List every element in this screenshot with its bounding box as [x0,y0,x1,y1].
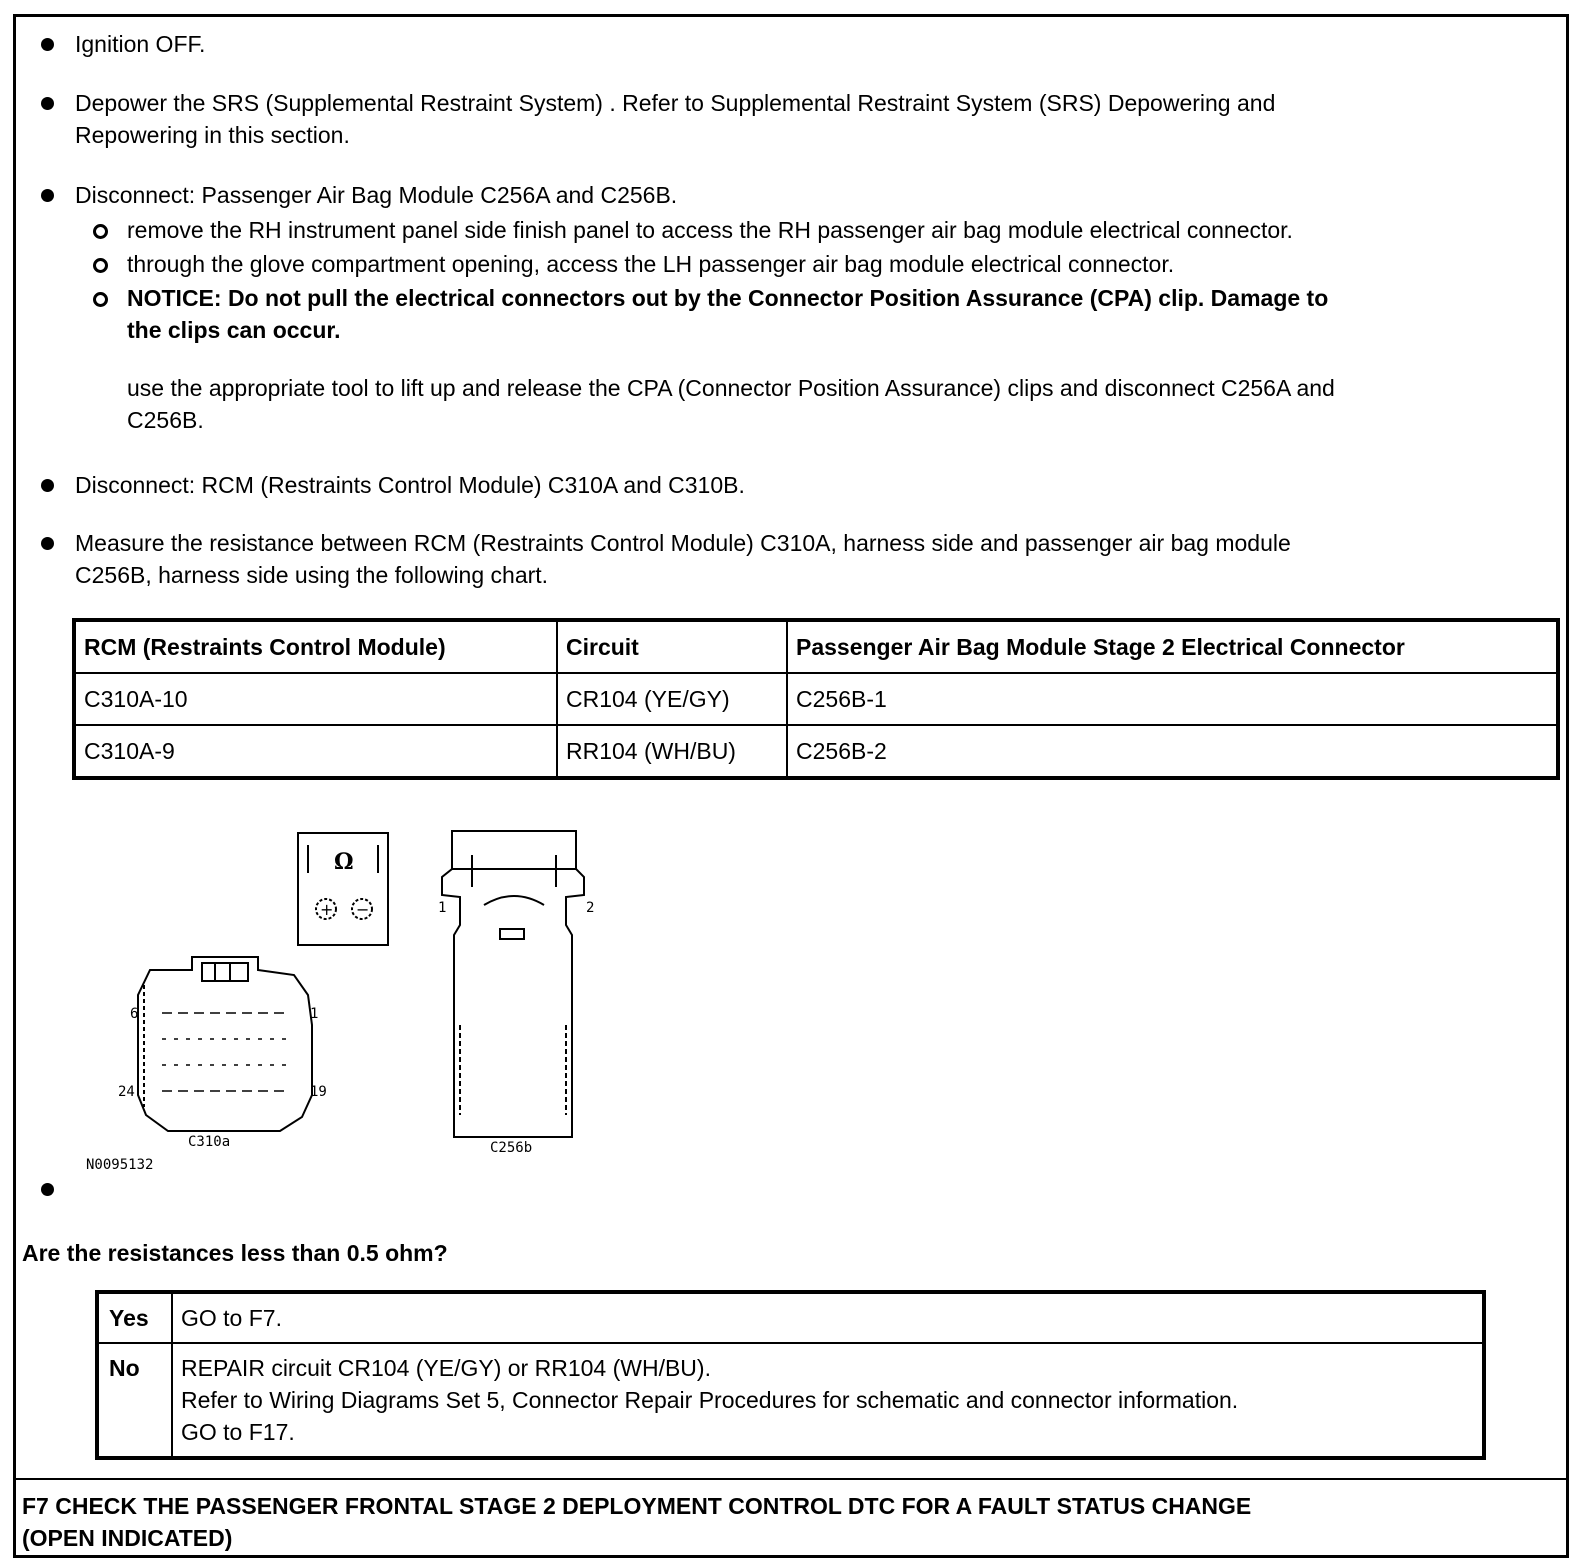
step-text: Ignition OFF. [75,31,206,57]
airbag-connector-icon [442,831,584,1137]
sub-bullet [93,258,108,273]
table-header-row [74,620,1558,673]
step-text: Repowering in this section. [75,122,350,148]
meter-plus: + [320,900,334,919]
connector-label: C310a [188,1134,231,1150]
connector-diagram [80,825,640,1185]
figure-id: N0095132 [86,1157,154,1173]
sub-step-text: through the glove compartment opening, access the LH passenger air bag module electrical connector. [127,251,1175,277]
pin-label: 6 [130,1006,139,1022]
table-cell: C256B-2 [787,725,1558,778]
question-text: Are the resistances less than 0.5 ohm? [22,1240,448,1266]
sub-step-text: remove the RH instrument panel side finish panel to access the RH passenger air bag module electrical connector. [127,217,1293,243]
table-cell: C310A-10 [74,673,557,725]
pin-label: 2 [586,900,595,916]
bullet [41,38,54,51]
table-row [74,673,1558,725]
step-text: Measure the resistance between RCM (Restraints Control Module) C310A, harness side and passenger air bag module [75,530,1291,556]
rcm-pin-rows [162,1013,286,1091]
notice-text: the clips can occur. [127,317,341,343]
step-text: Disconnect: RCM (Restraints Control Module) C310A and C310B. [75,472,745,498]
answer-line: REPAIR circuit CR104 (YE/GY) or RR104 (WH/BU). [181,1355,711,1381]
sub-bullet [93,292,108,307]
sub-bullet [93,224,108,239]
column-header: RCM (Restraints Control Module) [74,620,557,673]
column-header: Circuit [557,620,787,673]
answer-key: Yes [97,1292,172,1343]
answer-table [95,1290,1486,1460]
table-cell: C310A-9 [74,725,557,778]
pin-label: 24 [118,1084,135,1100]
bullet [41,479,54,492]
bullet [41,1183,54,1196]
pin-label: 1 [438,900,447,916]
meter-minus: − [356,900,370,919]
table-row [74,725,1558,778]
step-text: Depower the SRS (Supplemental Restraint System) . Refer to Supplemental Restraint System (SRS) Depowering and [75,90,1276,116]
table-cell: C256B-1 [787,673,1558,725]
bullet [41,537,54,550]
notice-text: NOTICE: Do not pull the electrical connectors out by the Connector Position Assurance (CPA) clip. Damage to [127,285,1329,311]
table-row [97,1343,1484,1458]
pin-label: 19 [310,1084,327,1100]
bullet [41,97,54,110]
table-cell: RR104 (WH/BU) [557,725,787,778]
answer-line: GO to F7. [181,1305,282,1331]
step-text: C256B, harness side using the following chart. [75,562,549,588]
ohm-symbol: Ω [334,849,354,875]
table-row [97,1292,1484,1343]
step-text: Disconnect: Passenger Air Bag Module C256A and C256B. [75,182,678,208]
measurement-table [72,618,1560,780]
answer-text [172,1292,1484,1343]
table-cell: CR104 (YE/GY) [557,673,787,725]
connector-label: C256b [490,1140,533,1156]
section-divider [13,1478,1569,1480]
rcm-connector-icon [138,957,312,1131]
answer-key: No [97,1343,172,1458]
answer-line: GO to F17. [181,1419,295,1445]
next-step-heading: F7 CHECK THE PASSENGER FRONTAL STAGE 2 DEPLOYMENT CONTROL DTC FOR A FAULT STATUS CHANGE [22,1493,1252,1519]
next-step-heading: (OPEN INDICATED) [22,1525,233,1551]
answer-text [172,1343,1484,1458]
sub-step-text: use the appropriate tool to lift up and release the CPA (Connector Position Assurance) clips and disconnect C256A and [127,375,1335,401]
sub-step-text: C256B. [127,407,204,433]
answer-line: Refer to Wiring Diagrams Set 5, Connector Repair Procedures for schematic and connector information. [181,1387,1239,1413]
pin-label: 1 [310,1006,319,1022]
column-header: Passenger Air Bag Module Stage 2 Electrical Connector [787,620,1558,673]
bullet [41,189,54,202]
